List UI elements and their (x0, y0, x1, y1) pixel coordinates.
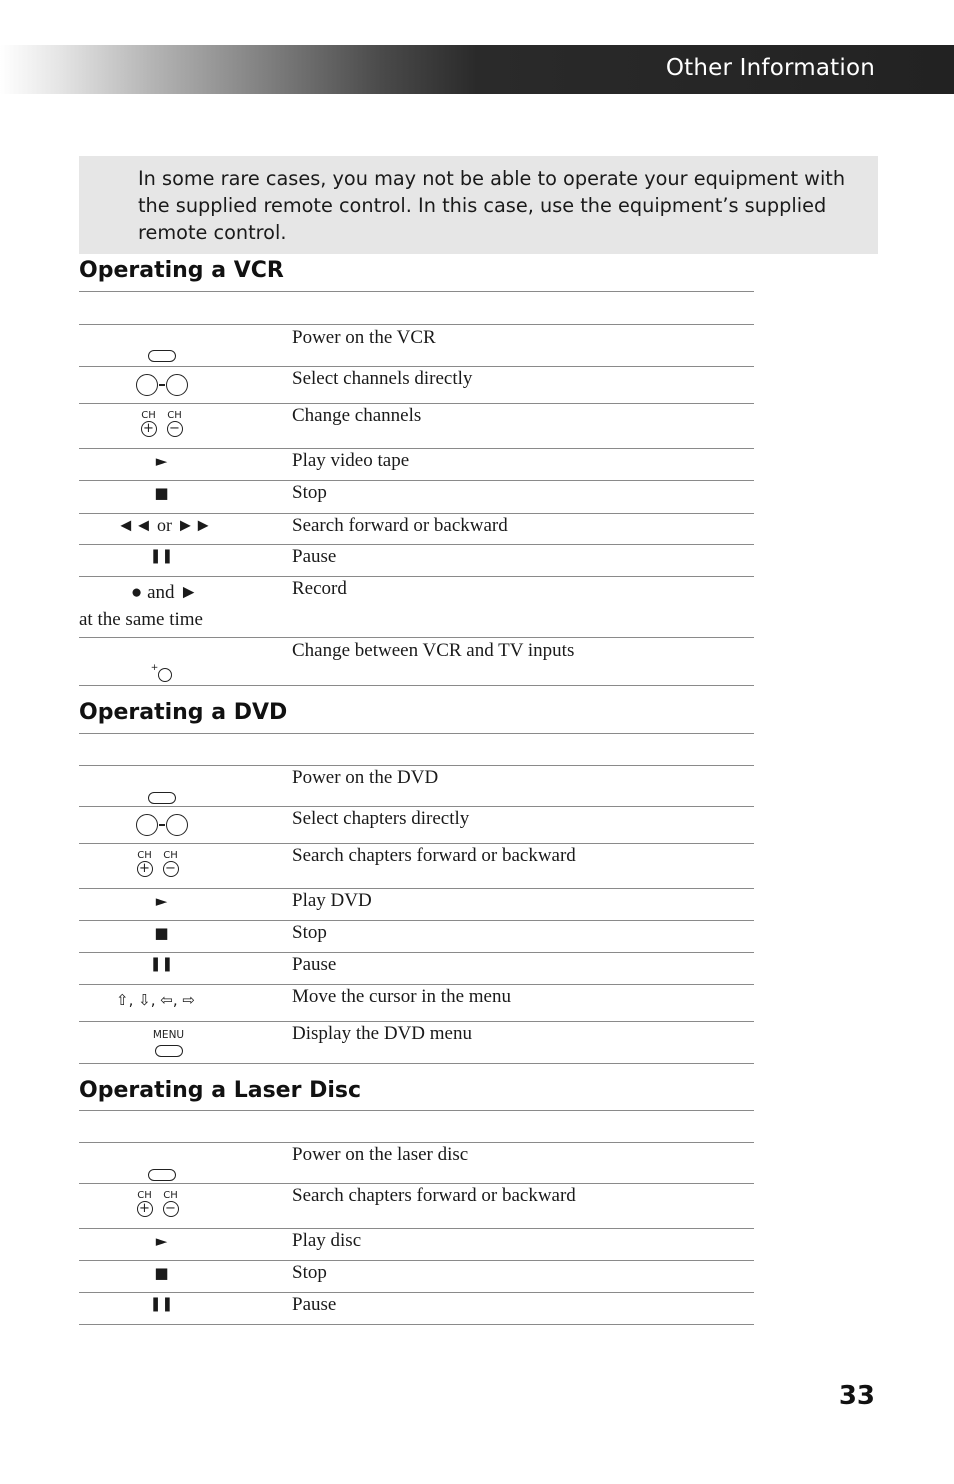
stop-icon: ■ (154, 924, 169, 942)
record-note: at the same time (79, 609, 203, 630)
row-description: Play video tape (292, 450, 410, 471)
stop-icon: ■ (154, 1264, 169, 1282)
row-description: Search chapters forward or backward (292, 845, 576, 866)
ch-label: CH (167, 410, 182, 421)
record-and-play-icon: ● and ► (130, 582, 199, 603)
vcr-row-input (79, 638, 754, 686)
dvd-row-cursor (79, 985, 754, 1022)
row-description: Search forward or backward (292, 515, 508, 536)
row-description: Pause (292, 546, 337, 567)
menu-button-icon (86, 1030, 251, 1063)
row-description: Change between VCR and TV inputs (292, 640, 575, 661)
pause-icon: ❚❚ (149, 1296, 174, 1312)
note-box (79, 156, 878, 254)
laser-row-stop (79, 1261, 754, 1293)
ch-label: CH (163, 850, 178, 861)
row-description: Display the DVD menu (292, 1023, 472, 1044)
arrow-keys-icon: ⇧, ⇩, ⇦, ⇨ (116, 991, 195, 1009)
laser-row-power (79, 1143, 754, 1184)
vcr-row-pause (79, 545, 754, 577)
row-description: Play DVD (292, 890, 372, 911)
laser-row-pause (79, 1293, 754, 1325)
ch-label: CH (137, 850, 152, 861)
vcr-row-number (79, 367, 754, 404)
input-select-icon: + (79, 663, 244, 685)
vcr-row-stop (79, 481, 754, 514)
row-description: Select channels directly (292, 368, 473, 389)
row-description: Play disc (292, 1230, 362, 1251)
play-icon: ► (155, 1232, 168, 1250)
laser-row-channel (79, 1184, 754, 1229)
dvd-row-channel (79, 844, 754, 889)
ch-label: CH (141, 410, 156, 421)
laser-title-rule (79, 1110, 754, 1111)
menu-label: MENU (152, 1029, 185, 1041)
play-icon: ► (155, 452, 168, 470)
vcr-row-power (79, 325, 754, 367)
row-description: Change channels (292, 405, 422, 426)
header-title: Other Information (665, 55, 875, 81)
row-description: Pause (292, 954, 337, 975)
row-description: Pause (292, 1294, 337, 1315)
vcr-row-record (79, 577, 754, 638)
vcr-section-title: Operating a VCR (79, 258, 284, 283)
channel-plus-minus-icon: CH + CH − (137, 850, 178, 876)
row-description: Search chapters forward or backward (292, 1185, 576, 1206)
channel-plus-minus-icon: CH + CH − (141, 410, 182, 436)
ch-label: CH (163, 1190, 178, 1201)
play-icon: ► (155, 892, 168, 910)
dvd-row-play (79, 889, 754, 921)
row-description: Stop (292, 922, 327, 943)
laser-row-play (79, 1229, 754, 1261)
pause-icon: ❚❚ (149, 548, 174, 564)
number-buttons-icon (79, 373, 244, 396)
row-description: Power on the VCR (292, 327, 436, 348)
ch-label: CH (137, 1190, 152, 1201)
header-bar (0, 45, 954, 94)
row-description: Power on the laser disc (292, 1144, 469, 1165)
dvd-title-rule (79, 733, 754, 734)
channel-plus-minus-icon: CH + CH − (137, 1190, 178, 1216)
vcr-title-rule (79, 291, 754, 292)
row-description: Stop (292, 482, 327, 503)
stop-icon: ■ (154, 484, 169, 502)
vcr-row-play (79, 449, 754, 481)
vcr-row-channel (79, 404, 754, 449)
row-description: Move the cursor in the menu (292, 986, 511, 1007)
note-text: In some rare cases, you may not be able to operate your equipment with the supplied remote control. In this case, use the equipment’s supplied remote control. (138, 167, 846, 244)
dvd-row-pause (79, 953, 754, 985)
laser-section-title: Operating a Laser Disc (79, 1078, 362, 1103)
row-description: Select chapters directly (292, 808, 470, 829)
dvd-row-power (79, 766, 754, 807)
pause-icon: ❚❚ (149, 956, 174, 972)
row-description: Power on the DVD (292, 767, 439, 788)
dvd-row-number (79, 807, 754, 844)
number-buttons-icon (79, 813, 244, 836)
row-description: Record (292, 578, 347, 599)
rewind-fastforward-icon: ◄◄ or ►► (116, 515, 213, 535)
dvd-section-title: Operating a DVD (79, 700, 288, 725)
dvd-row-stop (79, 921, 754, 953)
vcr-row-search (79, 514, 754, 545)
page-number: 33 (838, 1381, 875, 1411)
power-button-icon (79, 346, 244, 368)
dvd-row-menu (79, 1022, 754, 1064)
row-description: Stop (292, 1262, 327, 1283)
